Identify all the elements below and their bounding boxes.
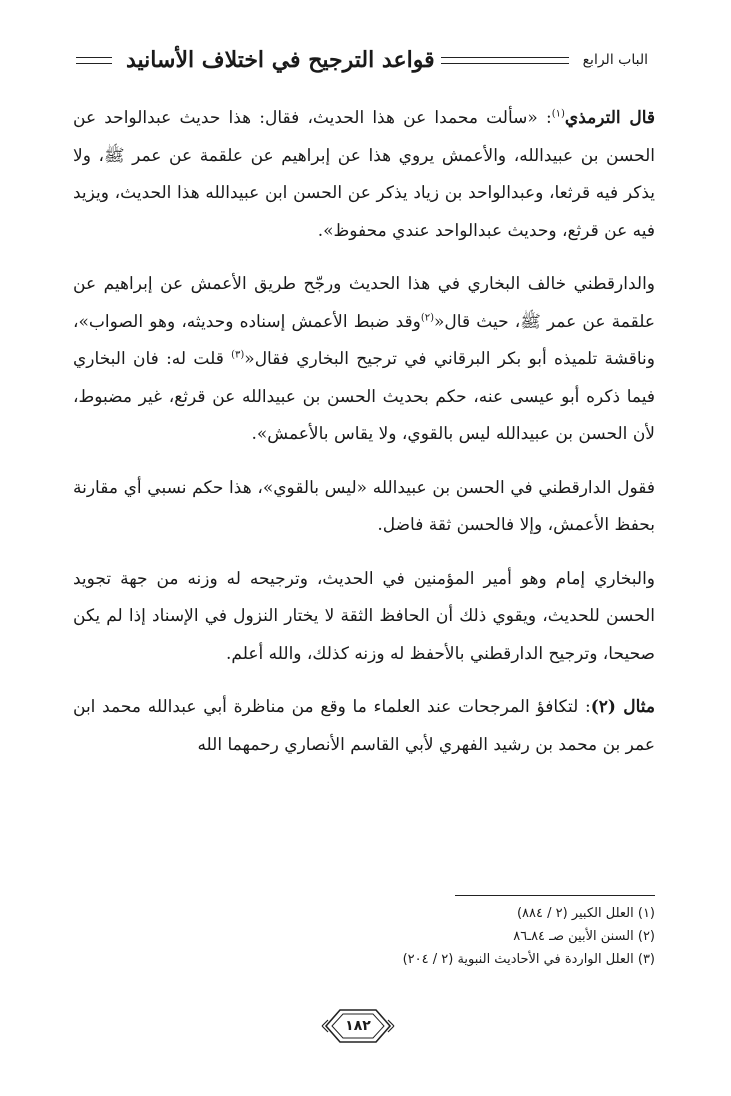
paragraph-lead: قال الترمذي <box>564 108 656 128</box>
footnote-ref: (١) <box>551 108 565 120</box>
paragraph-5 <box>73 689 655 764</box>
header-rule <box>441 57 569 64</box>
footnote-separator <box>455 895 655 896</box>
header-rule-ornament <box>76 57 112 64</box>
chapter-title: الباب الرابع <box>582 52 648 68</box>
footnote-ref: (٢) <box>420 311 435 323</box>
footnote-ref: (٣) <box>231 349 245 361</box>
paragraph-text: : «سألت محمدا عن هذا الحديث، فقال: هذا حديث عبدالواحد عن الحسن بن عبيدالله، والأعمش يروي هذا عن إبراهيم عن علقمة عن عمر ﷺ، ولا يذكر فيه قرثعا، وعبدالواحد بن زياد يذكر عن الحسن ابن عبيدالله هذا الحديث، ويزيد فيه عن قرثع، وحديث عبدالواحد عندي محفوظ». <box>73 108 655 241</box>
paragraph-text: قلت له: فان البخاري فيما ذكره أبو عيسى عنه، حكم بحديث الحسن بن عبيدالله عن قرثع، غير مضبوط، لأن الحسن بن عبيدالله ليس بالقوي، ولا يقاس بالأعمش». <box>73 349 655 444</box>
running-header <box>76 40 656 80</box>
footnote-2: (٢) السنن الأبين صـ ٨٤ـ٨٦ <box>513 929 655 944</box>
paragraph-text: فقول الدارقطني في الحسن بن عبيدالله «ليس بالقوي»، هذا حكم نسبي أي مقارنة بحفظ الأعمش، وإلا فالحسن ثقة فاضل. <box>73 477 655 535</box>
paragraph-text: والدارقطني خالف البخاري في هذا الحديث ورجّح طريق الأعمش عن إبراهيم عن علقمة عن عمر ﷺ، حيث قال« <box>73 274 655 332</box>
book-title: قواعد الترجيح في اختلاف الأسانيد <box>126 47 435 73</box>
paragraph-1 <box>73 100 655 250</box>
page-number: ١٨٢ <box>345 1018 371 1034</box>
paragraph-2 <box>73 266 655 454</box>
main-text <box>73 100 655 780</box>
page-number-ornament <box>320 1006 396 1046</box>
paragraph-lead: مثال (٢) <box>590 697 655 717</box>
footnote-1: (١) العلل الكبير (٢ / ٨٨٤) <box>516 906 655 921</box>
paragraph-3 <box>73 470 655 545</box>
paragraph-text: وقد ضبط الأعمش إسناده وحديثه، وهو الصواب»، وناقشة تلميذه أبو بكر البرقاني في ترجيح البخاري فقال« <box>73 311 655 369</box>
paragraph-text: : لتكافؤ المرجحات عند العلماء ما وقع من مناظرة أبي عبدالله محمد ابن عمر بن محمد بن رشيد الفهري لأبي القاسم الأنصاري رحمهما الله <box>73 697 655 755</box>
paragraph-4 <box>73 561 655 674</box>
paragraph-text: والبخاري إمام وهو أمير المؤمنين في الحديث، وترجيحه له وزنه من جهة تجويد الحسن للحديث، ويقوي ذلك أن الحافظ الثقة لا يختار النزول في الإسناد إذا لم يكن صحيحا، وترجيح الدارقطني بالأحفظ له وزنه كذلك، والله أعلم. <box>73 568 655 664</box>
footnote-3: (٣) العلل الواردة في الأحاديث النبوية (٢ / ٢٠٤) <box>402 952 655 967</box>
footnotes <box>73 902 655 971</box>
